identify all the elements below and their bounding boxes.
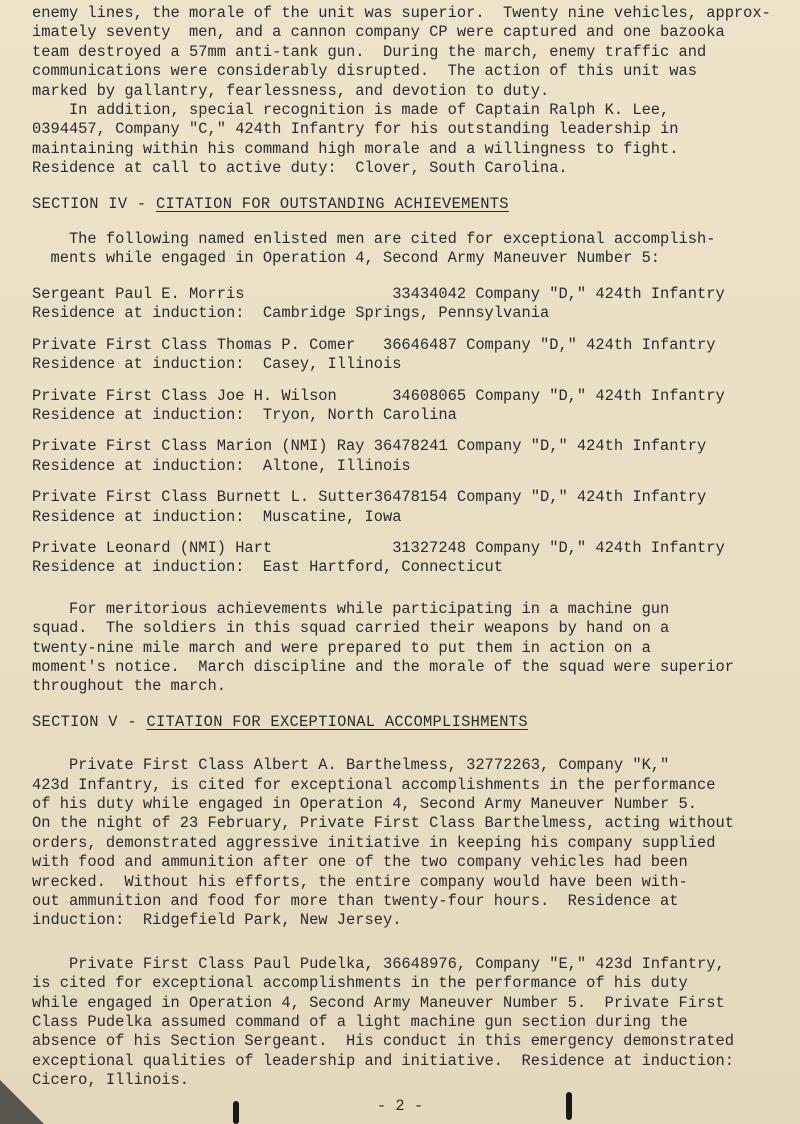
text-line: throughout the march. (32, 677, 226, 696)
text-line: orders, demonstrated aggressive initiative in keeping his company supplied (32, 833, 716, 852)
section-iv-intro (32, 230, 772, 269)
section-title: CITATION FOR EXCEPTIONAL ACCOMPLISHMENTS (146, 712, 528, 731)
section-v-paragraph (32, 756, 772, 931)
person-residence-line: Residence at induction: Altone, Illinois (32, 456, 411, 475)
intro-block (32, 4, 772, 179)
text-line: Residence at call to active duty: Clover, South Carolina. (32, 159, 568, 178)
text-line: marked by gallantry, fearlessness, and devotion to duty. (32, 81, 550, 100)
text-line: of his duty while engaged in Operation 4, Second Army Maneuver Number 5. (32, 795, 697, 813)
text-line: Cicero, Illinois. (32, 1071, 190, 1090)
cited-person-list (32, 285, 772, 578)
person-name-line: Private First Class Burnett L. Sutter36478154 Company "D," 424th Infantry (32, 488, 707, 507)
text-line: wrecked. Without his efforts, the entire company would have been with- (32, 872, 688, 891)
text-line: out ammunition and food for more than twenty-four hours. Residence at (32, 892, 679, 911)
person-name-line: Private Leonard (NMI) Hart 31327248 Company "D," 424th Infantry (32, 538, 725, 557)
text-line: In addition, special recognition is made of Captain Ralph K. Lee, (32, 101, 670, 120)
person-residence-line: Residence at induction: Muscatine, Iowa (32, 507, 402, 526)
section-iv-closing (32, 600, 772, 697)
cited-person (32, 285, 772, 324)
section-title: CITATION FOR OUTSTANDING ACHIEVEMENTS (155, 194, 509, 213)
person-residence-line: Residence at induction: Casey, Illinois (32, 355, 402, 374)
cited-person (32, 488, 772, 527)
page-number: - 2 - (376, 1097, 424, 1115)
text-line: The following named enlisted men are cited for exceptional accomplish- (32, 230, 716, 249)
text-line: while engaged in Operation 4, Second Army Maneuver Number 5. Private First (32, 993, 725, 1012)
text-line: with food and ammunition after one of the two company vehicles had been (32, 853, 688, 872)
section-iv-heading (32, 195, 772, 214)
cited-person (32, 336, 772, 375)
text-line: 423d Infantry, is cited for exceptional accomplishments in the performance (32, 775, 716, 794)
person-name-line: Private First Class Marion (NMI) Ray 36478241 Company "D," 424th Infantry (32, 437, 707, 456)
person-name-line: Private First Class Thomas P. Comer 36646487 Company "D," 424th Infantry (32, 335, 716, 354)
text-line: Private First Class Paul Pudelka, 36648976, Company "E," 423d Infantry, (32, 954, 725, 973)
text-line: is cited for exceptional accomplishments in the performance of his duty (32, 974, 688, 993)
text-line: moment's notice. March discipline and the morale of the squad were superior (32, 657, 734, 676)
text-line: On the night of 23 February, Private First Class Barthelmess, acting without (32, 814, 734, 833)
section-v-heading (32, 713, 772, 732)
cited-person (32, 539, 772, 578)
text-line: imately seventy men, and a cannon company CP were captured and one bazooka (32, 23, 725, 42)
text-line: team destroyed a 57mm anti-tank gun. During the march, enemy traffic and (32, 42, 707, 61)
text-line: 0394457, Company "C," 424th Infantry for his outstanding leadership in (32, 120, 679, 139)
text-line: absence of his Section Sergeant. His conduct in this emergency demonstrated (32, 1032, 734, 1051)
ink-smudge (233, 1101, 239, 1124)
text-line: Class Pudelka assumed command of a light machine gun section during the (32, 1013, 688, 1032)
text-line: squad. The soldiers in this squad carried their weapons by hand on a (32, 619, 670, 638)
text-line: maintaining within his command high morale and a willingness to fight. (32, 139, 679, 158)
cited-person (32, 437, 772, 476)
person-name-line: Private First Class Joe H. Wilson 34608065 Company "D," 424th Infantry (32, 386, 725, 405)
cited-person (32, 387, 772, 426)
person-name-line: Sergeant Paul E. Morris 33434042 Company "D," 424th Infantry (32, 284, 725, 303)
section-label: SECTION V - (32, 712, 147, 731)
section-v-paragraph (32, 955, 772, 1091)
text-line: Private First Class Albert A. Barthelmess, 32772263, Company "K," (32, 756, 670, 775)
person-residence-line: Residence at induction: Cambridge Springs, Pennsylvania (32, 304, 550, 323)
text-line: exceptional qualities of leadership and initiative. Residence at induction: (32, 1051, 734, 1070)
person-residence-line: Residence at induction: East Hartford, Connecticut (32, 558, 504, 577)
ink-smudge (566, 1092, 572, 1120)
text-line: communications were considerably disrupted. The action of this unit was (32, 62, 697, 81)
text-line: For meritorious achievements while participating in a machine gun (32, 599, 670, 618)
text-line: twenty-nine mile march and were prepared to put them in action on a (32, 638, 651, 657)
text-line: ments while engaged in Operation 4, Second Army Maneuver Number 5: (32, 249, 661, 268)
torn-corner (0, 1080, 44, 1124)
text-line: induction: Ridgefield Park, New Jersey. (32, 911, 402, 930)
text-line: enemy lines, the morale of the unit was superior. Twenty nine vehicles, approx- (32, 4, 771, 22)
person-residence-line: Residence at induction: Tryon, North Carolina (32, 405, 457, 424)
section-label: SECTION IV - (32, 194, 156, 213)
